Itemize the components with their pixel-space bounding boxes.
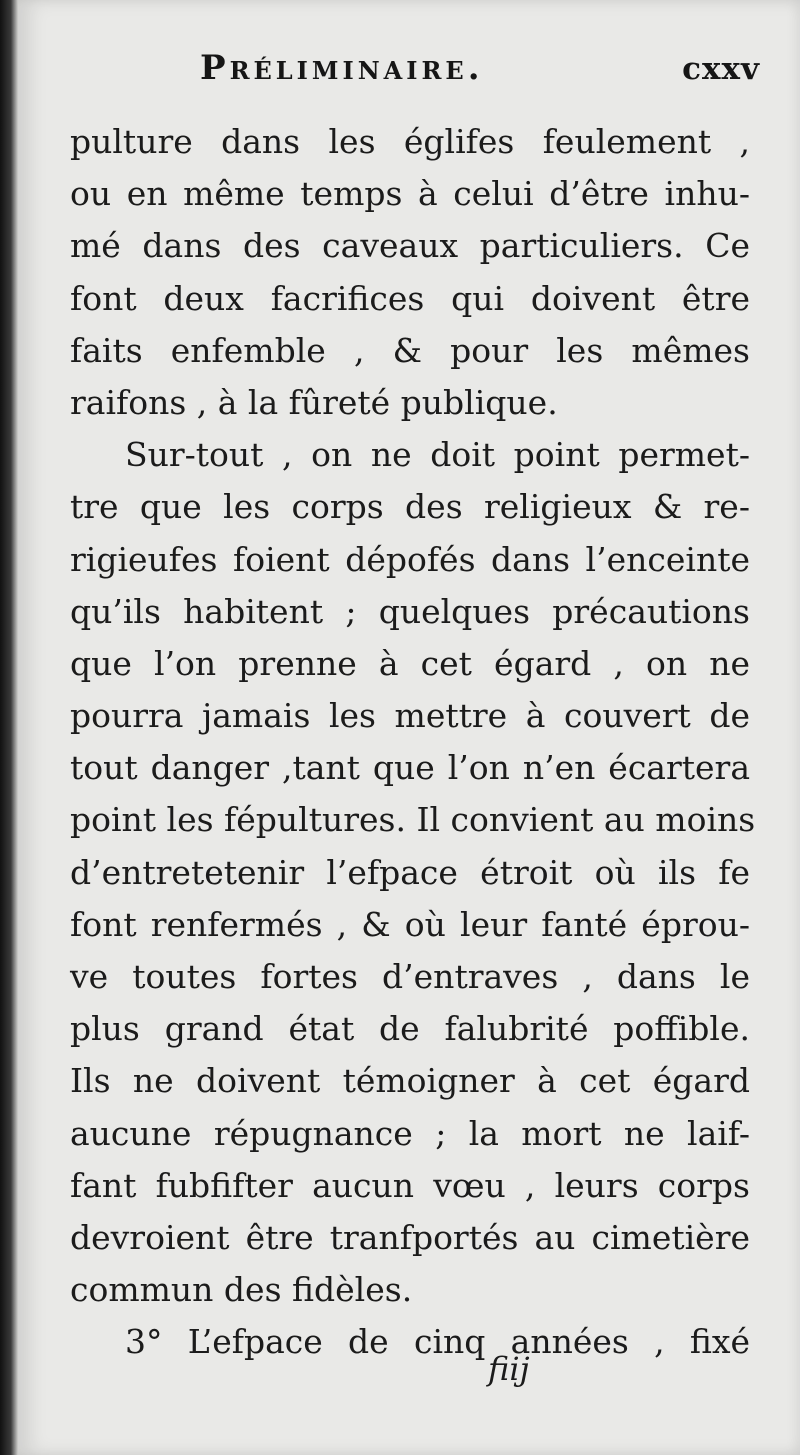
text-line: qu’ils habitent ; quelques précautions bbox=[70, 591, 750, 631]
text-line: rigieufes foient dépofés dans l’enceinte bbox=[70, 539, 750, 579]
text-line: pourra jamais les mettre à couvert de bbox=[70, 696, 750, 736]
text-line: font deux facrifices qui doivent être bbox=[70, 278, 750, 318]
running-title: Préliminaire. bbox=[200, 48, 484, 88]
page-binding-edge bbox=[0, 0, 18, 1455]
text-line: tout danger ,tant que l’on n’en écartera bbox=[70, 748, 750, 788]
text-line: ou en même temps à celui d’être inhu- bbox=[70, 174, 750, 214]
body-text bbox=[70, 116, 756, 1369]
book-page bbox=[18, 0, 800, 1455]
text-line: plus grand état de falubrité poffible. bbox=[70, 1009, 750, 1049]
text-line: Sur-tout , on ne doit point permet- bbox=[125, 435, 750, 475]
text-line: d’entretetenir l’efpace étroit où ils fe bbox=[70, 852, 750, 892]
text-line: raifons , à la fûreté publique. bbox=[70, 382, 558, 422]
text-line: commun des fidèles. bbox=[70, 1270, 413, 1310]
text-line: Ils ne doivent témoigner à cet égard bbox=[70, 1061, 750, 1101]
running-head bbox=[200, 48, 760, 94]
text-line: font renfermés , & où leur fanté éprou- bbox=[70, 904, 750, 944]
text-line: que l’on prenne à cet égard , on ne bbox=[70, 643, 750, 683]
text-line: fant fubfifter aucun vœu , leurs corps bbox=[70, 1165, 750, 1205]
text-line: aucune répugnance ; la mort ne laif- bbox=[70, 1113, 750, 1153]
text-line: pulture dans les églifes feulement , bbox=[70, 122, 750, 161]
signature-mark: fiij bbox=[488, 1350, 530, 1388]
text-line: tre que les corps des religieux & re- bbox=[70, 487, 750, 527]
text-line: 3° L’efpace de cinq années , fixé bbox=[125, 1322, 750, 1362]
text-line: ve toutes fortes d’entraves , dans le bbox=[70, 957, 750, 996]
page-number: cxxv bbox=[682, 51, 760, 87]
text-line: devroient être tranfportés au cimetière bbox=[70, 1217, 750, 1257]
text-line: mé dans des caveaux particuliers. Ce bbox=[70, 226, 750, 266]
text-line: faits enfemble , & pour les mêmes bbox=[70, 330, 750, 370]
text-line: point les fépultures. Il convient au moins bbox=[70, 800, 756, 840]
